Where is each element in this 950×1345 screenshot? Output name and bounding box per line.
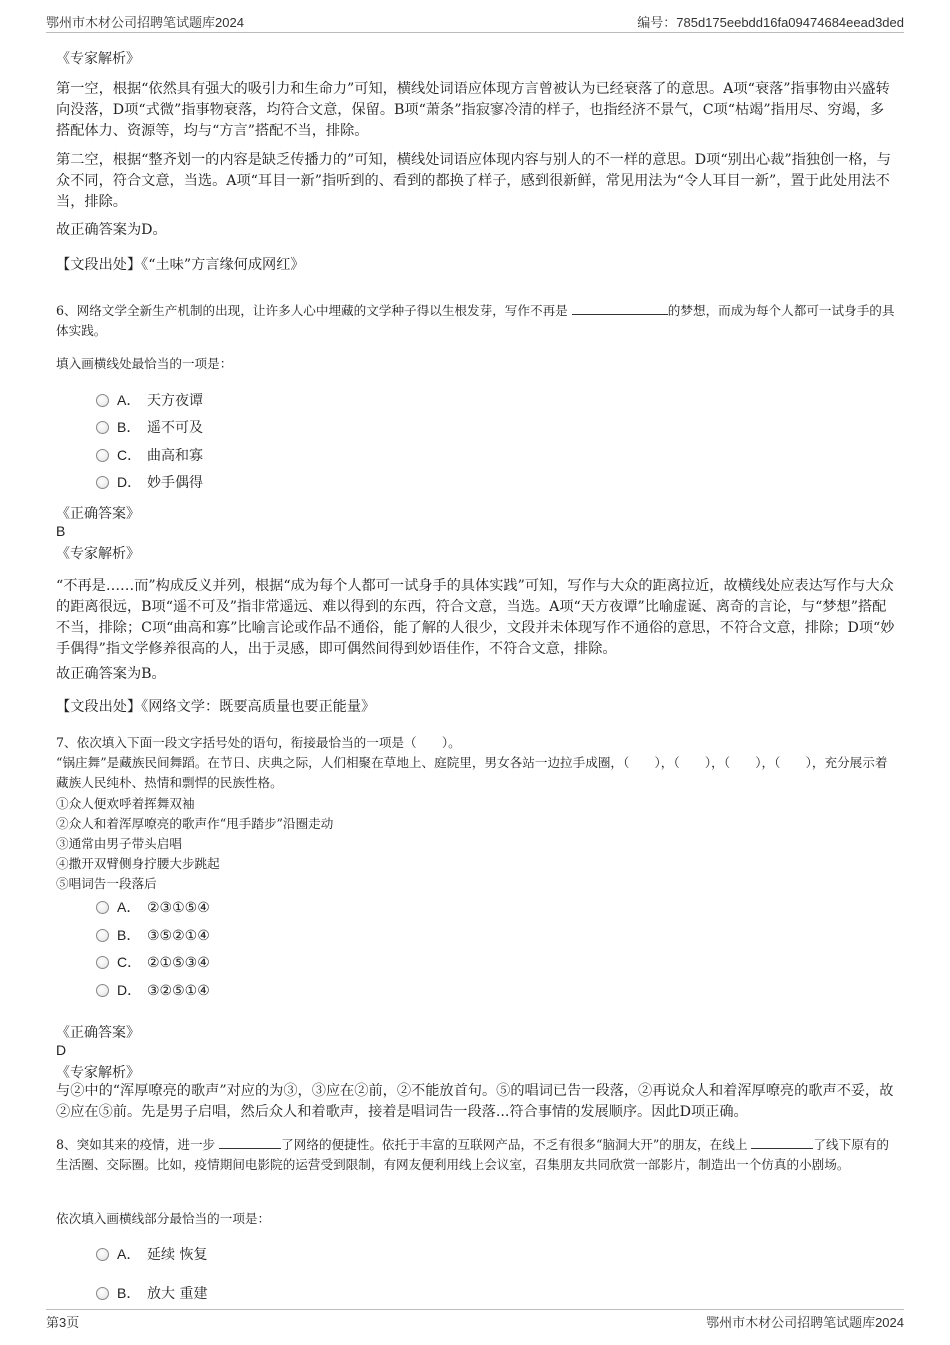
q6-option-a[interactable] bbox=[96, 389, 203, 411]
radio-icon[interactable] bbox=[96, 1248, 109, 1261]
option-letter: D． bbox=[117, 474, 142, 490]
radio-icon[interactable] bbox=[96, 421, 109, 434]
q8-stem-part3: 了线下原有的生活圈、交际圈。比如，疫情期间电影院的运营受到限制，有网友便利用线上会议室，召集朋友共同欣赏一部影片，制造出一个仿真的小剧场。 bbox=[56, 1137, 889, 1172]
page-number: 第3页 bbox=[46, 1315, 80, 1330]
q6-option-c[interactable] bbox=[96, 444, 203, 466]
header-doc-id: 编号：785d175eebdd16fa09474684eead3ded bbox=[637, 15, 904, 30]
q6-stem bbox=[56, 301, 896, 341]
option-text: ③②⑤①④ bbox=[147, 983, 210, 999]
option-letter: D． bbox=[117, 982, 142, 998]
q7-stem: 7、依次填入下面一段文字括号处的语句，衔接最恰当的一项是（ ）。 bbox=[56, 735, 461, 750]
q7-item-1: ①众人便欢呼着挥舞双袖 bbox=[56, 796, 195, 811]
radio-icon[interactable] bbox=[96, 984, 109, 997]
q8-prompt: 依次填入画横线部分最恰当的一项是： bbox=[56, 1211, 271, 1226]
q7-passage: “锅庄舞”是藏族民间舞蹈。在节日、庆典之际，人们相聚在草地上、庭院里，男女各站一边拉手成圈，（ ），（ ），（ ），（ ），充分展示着藏族人民纯朴、热情和剽悍的民族性格。 bbox=[56, 755, 888, 790]
q7-explanation: 与②中的“浑厚嘹亮的歌声”对应的为③，③应在②前，②不能放首句。⑤的唱词已告一段落，②再说众人和着浑厚嘹亮的歌声不妥，故②应在⑤前。先是男子启唱，然后众人和着歌声，接着是唱词告一段落...符合事情的发展顺序。因此D项正确。 bbox=[56, 1083, 894, 1120]
q6-stem-part1: 6、网络文学全新生产机制的出现，让许多人心中埋藏的文学种子得以生根发芽，写作不再是 bbox=[56, 303, 568, 318]
q7-item-3: ③通常由男子带头启唱 bbox=[56, 836, 182, 851]
q5-explanation-para2: 第二空，根据“整齐划一的内容是缺乏传播力的”可知，横线处词语应体现内容与别人的不一样的意思。D项“别出心裁”指独创一格，与众不同，符合文意，当选。A项“耳目一新”指听到的、看到的都换了样子，感到很新鲜，常见用法为“令人耳目一新”，置于此处用法不当，排除。 bbox=[56, 152, 891, 210]
footer-title: 鄂州市木材公司招聘笔试题库2024 bbox=[706, 1315, 904, 1330]
option-letter: A． bbox=[117, 1246, 141, 1262]
q5-explanation-para1: 第一空，根据“依然具有强大的吸引力和生命力”可知，横线处词语应体现方言曾被认为已经衰落了的意思。A项“衰落”指事物由兴盛转向没落，D项“式微”指事物衰落，均符合文意，保留。B项“萧条”指寂寥冷清的样子，也指经济不景气，C项“枯竭”指用尽、穷竭，多搭配体力、资源等，均与“方言”搭配不当，排除。 bbox=[56, 81, 890, 139]
option-text: ②①⑤③④ bbox=[147, 955, 210, 971]
q6-blank bbox=[572, 302, 668, 315]
page-header bbox=[46, 12, 904, 32]
radio-icon[interactable] bbox=[96, 1287, 109, 1300]
q7-item-2: ②众人和着浑厚嘹亮的歌声作“甩手踏步”沿圈走动 bbox=[56, 816, 334, 831]
radio-icon[interactable] bbox=[96, 476, 109, 489]
q6-expert-title: 《专家解析》 bbox=[56, 546, 140, 562]
q6-option-b[interactable] bbox=[96, 416, 203, 438]
radio-icon[interactable] bbox=[96, 956, 109, 969]
q7-answer-title: 《正确答案》 bbox=[56, 1025, 140, 1041]
header-title: 鄂州市木材公司招聘笔试题库2024 bbox=[46, 15, 244, 30]
q8-blank-2 bbox=[751, 1136, 813, 1149]
option-letter: C． bbox=[117, 954, 142, 970]
q7-answer: D bbox=[56, 1042, 67, 1058]
q5-expert-title: 《专家解析》 bbox=[56, 51, 140, 67]
page-footer bbox=[46, 1312, 904, 1332]
q7-expert-title: 《专家解析》 bbox=[56, 1065, 140, 1081]
q6-stem-part2: 的梦想，而成为每个人都可一试身手的具体实践。 bbox=[56, 303, 895, 338]
q6-source: 【文段出处】《网络文学：既要高质量也要正能量》 bbox=[56, 699, 376, 715]
option-text: 天方夜谭 bbox=[147, 393, 203, 409]
q7-option-c[interactable] bbox=[96, 951, 210, 973]
q7-item-5: ⑤唱词告一段落后 bbox=[56, 876, 157, 891]
radio-icon[interactable] bbox=[96, 449, 109, 462]
q8-option-a[interactable] bbox=[96, 1243, 207, 1265]
radio-icon[interactable] bbox=[96, 394, 109, 407]
q7-option-b[interactable] bbox=[96, 924, 210, 946]
q8-stem-part1: 8、突如其来的疫情，进一步 bbox=[56, 1137, 216, 1152]
q5-source: 【文段出处】《“土味”方言缘何成网红》 bbox=[56, 257, 305, 273]
footer-divider bbox=[46, 1309, 904, 1310]
option-letter: B． bbox=[117, 1285, 141, 1301]
q8-stem-part2: 了网络的便捷性。依托于丰富的互联网产品，不乏有很多“脑洞大开”的朋友，在线上 bbox=[281, 1137, 748, 1152]
option-text: 延续 恢复 bbox=[147, 1247, 208, 1263]
q6-option-d[interactable] bbox=[96, 471, 203, 493]
q6-prompt: 填入画横线处最恰当的一项是： bbox=[56, 356, 233, 371]
option-text: 曲高和寡 bbox=[147, 448, 203, 464]
radio-icon[interactable] bbox=[96, 929, 109, 942]
option-letter: B． bbox=[117, 419, 141, 435]
option-letter: A． bbox=[117, 392, 141, 408]
q8-option-b[interactable] bbox=[96, 1282, 207, 1304]
q7-option-a[interactable] bbox=[96, 896, 210, 918]
q7-item-4: ④撒开双臂侧身拧腰大步跳起 bbox=[56, 856, 220, 871]
option-letter: C． bbox=[117, 447, 142, 463]
q6-answer-title: 《正确答案》 bbox=[56, 506, 140, 522]
q6-conclusion: 故正确答案为B。 bbox=[56, 666, 166, 682]
option-text: ②③①⑤④ bbox=[147, 900, 210, 916]
option-letter: A． bbox=[117, 899, 141, 915]
q8-stem bbox=[56, 1135, 896, 1175]
option-letter: B． bbox=[117, 927, 141, 943]
option-text: 放大 重建 bbox=[147, 1286, 208, 1302]
option-text: ③⑤②①④ bbox=[147, 928, 210, 944]
option-text: 妙手偶得 bbox=[147, 475, 203, 491]
q6-explanation: “不再是……而”构成反义并列，根据“成为每个人都可一试身手的具体实践”可知，写作与大众的距离拉近，故横线处应表达写作与大众的距离很远，B项“遥不可及”指非常遥远、难以得到的东西，符合文意，当选。A项“天方夜谭”比喻虚诞、离奇的言论，与“梦想”搭配不当，排除；C项“曲高和寡”比喻言论或作品不通俗，能了解的人很少，文段并未体现写作不通俗的意思，不符合文意，排除；D项“妙手偶得”指文学修养很高的人，出于灵感，即可偶然间得到妙语佳作，不符合文意，排除。 bbox=[56, 578, 895, 657]
radio-icon[interactable] bbox=[96, 901, 109, 914]
q7-option-d[interactable] bbox=[96, 979, 210, 1001]
header-divider bbox=[46, 32, 904, 33]
q6-answer: B bbox=[56, 523, 66, 539]
option-text: 遥不可及 bbox=[147, 420, 203, 436]
q5-conclusion: 故正确答案为D。 bbox=[56, 222, 167, 238]
q8-blank-1 bbox=[219, 1136, 281, 1149]
